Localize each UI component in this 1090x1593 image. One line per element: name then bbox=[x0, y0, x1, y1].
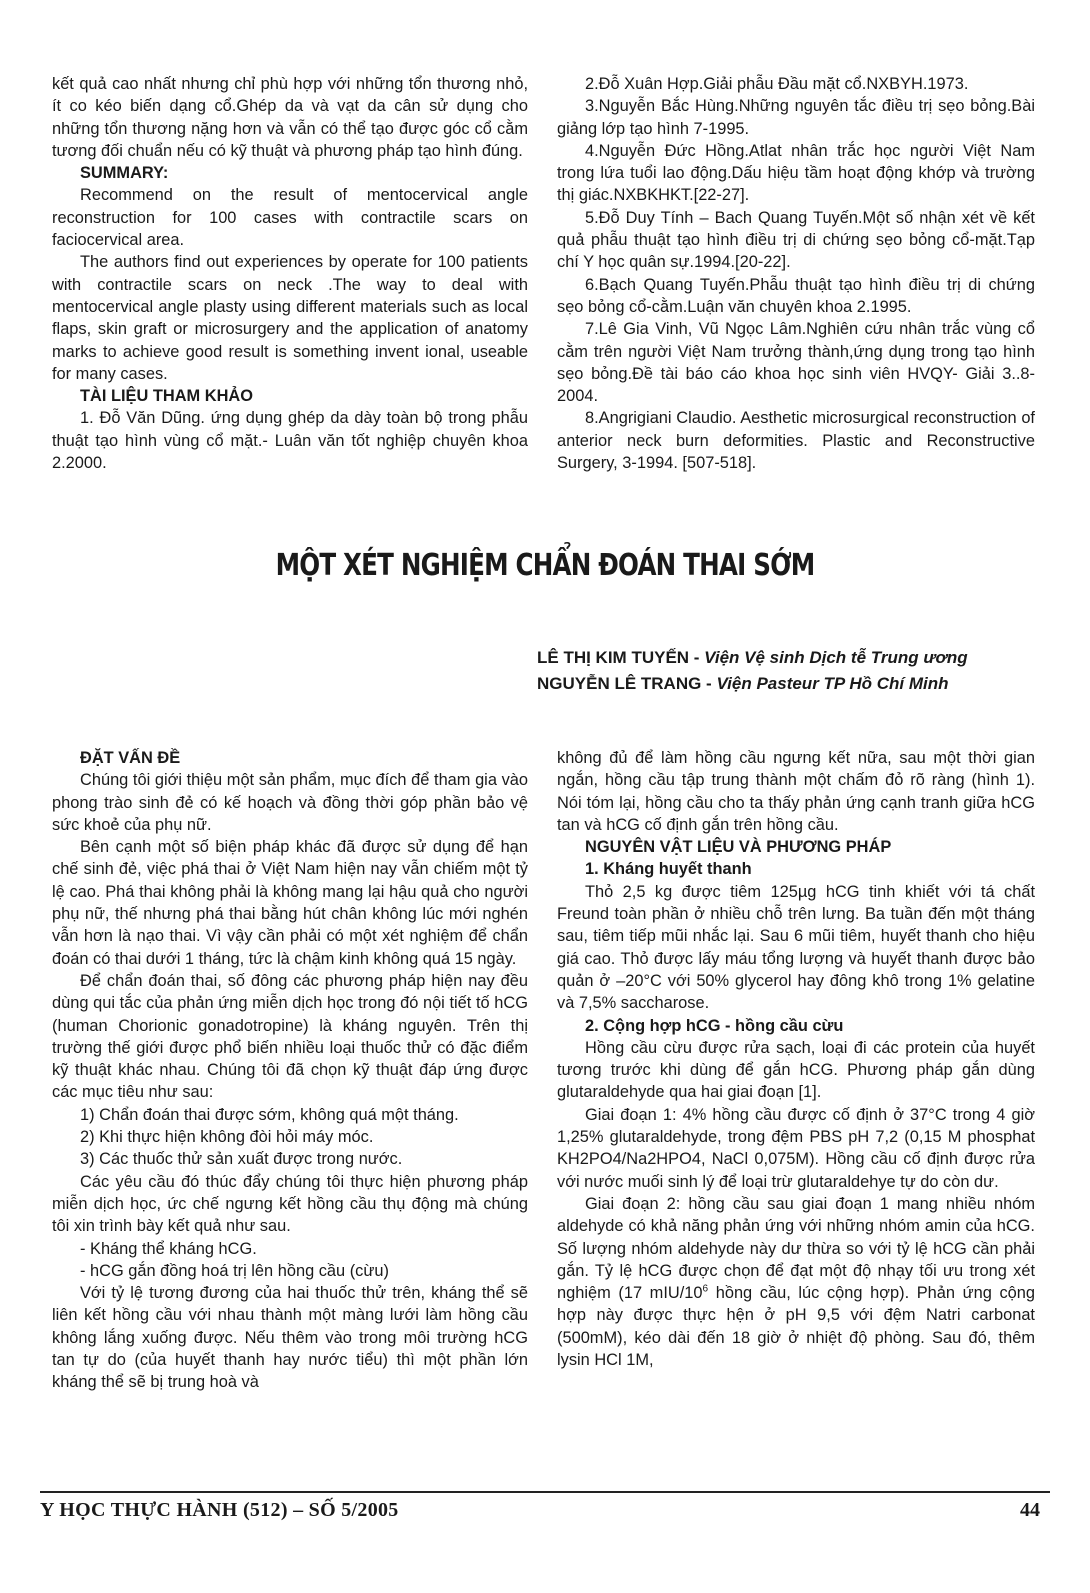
author-name: NGUYỄN LÊ TRANG - bbox=[537, 674, 717, 693]
text-run: hồng cầu, lúc cộng hợp). Phản ứng cộng hợp này được thực hện ở pH 9,5 với đệm Natri carbonat (500mM), kéo dài đến 18 giờ ở nhiệt độ phòng. Sau đó, thêm lysin HCl 1M, bbox=[557, 1284, 1036, 1370]
list-item: 3) Các thuốc thử sản xuất được trong nước. bbox=[80, 1150, 403, 1169]
footer-rule bbox=[40, 1491, 1050, 1493]
body-paragraph: không đủ để làm hồng cầu ngưng kết nữa, sau một thời gian ngắn, hồng cầu tập trung thành một chấm đỏ rõ ràng (hình 1). Nói tóm lại, hồng cầu cho ta thấy phản ứng cạnh tranh giữa hCG tan và hCG cố định gắn trên hồng cầu. bbox=[557, 749, 1035, 834]
summary-paragraph-1: Recommend on the result of mentocervical angle reconstruction for 100 cases with contractile scars on faciocervical area. bbox=[52, 186, 528, 250]
body-paragraph: Với tỷ lệ tương đương của hai thuốc thử trên, kháng thể sẽ liên kết hồng cầu với nhau thành một màng lưới làm hồng cầu không lắng xuống được. Nếu thêm vào trong môi trường hCG tan tự do (của huyết thanh hay nước tiểu) thì một phần lớn kháng thể sẽ bị trung hoà và bbox=[52, 1284, 528, 1392]
reference-7: 7.Lê Gia Vinh, Vũ Ngọc Lâm.Nghiên cứu nhân trắc vùng cổ cằm trên người Việt Nam trưởng thành,ứng dụng trong tạo hình sẹo bỏng.Đề tài báo cáo khoa học sinh viên HVQY- Giải 3..8-2004. bbox=[557, 320, 1035, 406]
reference-2: 2.Đỗ Xuân Hợp.Giải phẫu Đầu mặt cổ.NXBYH.1973. bbox=[585, 75, 969, 93]
list-item: - Kháng thể kháng hCG. bbox=[80, 1239, 257, 1258]
body-paragraph bbox=[557, 1193, 1035, 1371]
top-left-column bbox=[52, 73, 528, 474]
journal-footer: Y HỌC THỰC HÀNH (512) – SỐ 5/2005 bbox=[40, 1499, 399, 1521]
summary-heading: SUMMARY: bbox=[80, 164, 169, 183]
body-paragraph: Thỏ 2,5 kg được tiêm 125µg hCG tinh khiết với tá chất Freund toàn phần ở nhiều chỗ trên lưng. Ba tuần đến một tháng sau, tiêm tiếp mũi nhắc lại. Sau 6 mũi tiêm, huyết thanh cho hiệu giá cao. Thỏ được lấy máu tổng lượng và huyết thanh được bảo quản ở –20°C với 50% glycerol hay đông khô trong 1% gelatine và 7,5% saccharose. bbox=[557, 882, 1035, 1013]
body-paragraph: Chúng tôi giới thiệu một sản phẩm, mục đích để tham gia vào phong trào sinh đẻ có kế hoạch và đồng thời góp phần bảo vệ sức khoẻ của phụ nữ. bbox=[52, 771, 528, 834]
subsection-heading-conjugate: 2. Cộng hợp hCG - hồng cầu cừu bbox=[585, 1016, 844, 1035]
body-paragraph: Giai đoạn 1: 4% hồng cầu được cố định ở 37°C trong 4 giờ 1,25% glutaraldehyde, trong đệm PBS pH 7,2 (0,15 M phosphat KH2PO4/Na2HPO4, NaCl 0,075M). Hồng cầu cố định được rửa với nước muối sinh lý để loại trừ glutaraldehye tự do còn dư. bbox=[557, 1105, 1035, 1191]
article-title: MỘT XÉT NGHIỆM CHẨN ĐOÁN THAI SỚM bbox=[275, 548, 815, 583]
conclusion-paragraph: kết quả cao nhất nhưng chỉ phù hợp với những tổn thương nhỏ, ít co kéo biến dạng cổ.Ghép da và vạt da cân sử dụng cho những tổn thương nặng hơn và vẫn có thể tạo được góc cổ cằm tương đối chuẩn nếu có kỹ thuật và phương pháp tạo hình đúng. bbox=[52, 75, 528, 160]
section-heading-methods: NGUYÊN VẬT LIỆU VÀ PHƯƠNG PHÁP bbox=[585, 838, 892, 857]
body-paragraph: Hồng cầu cừu được rửa sạch, loại đi các protein của huyết tương trước khi dùng để gắn hCG. Phương pháp gắn dùng glutaraldehyde qua hai giai đoạn [1]. bbox=[557, 1038, 1035, 1102]
body-paragraph: Bên cạnh một số biện pháp khác đã được sử dụng để hạn chế sinh đẻ, việc phá thai ở Việt Nam hiện nay vẫn chiếm một tỷ lệ cao. Phá thai không phải là không mang lại hậu quả cho người phụ nữ, thế nhưng phá thai bằng hút chân không lúc mới nghén vẫn hơn là nạo thai. Vì vậy cần phải có một xét nghiệm để chẩn đoán có thai dưới 1 tháng, tức là chậm kinh không quá 15 ngày. bbox=[52, 838, 528, 968]
author-name: LÊ THỊ KIM TUYẾN - bbox=[537, 648, 705, 667]
superscript: 6 bbox=[702, 1283, 709, 1295]
list-item: - hCG gắn đồng hoá trị lên hồng cầu (cừu) bbox=[80, 1261, 389, 1280]
reference-4: 4.Nguyễn Đức Hồng.Atlat nhân trắc học người Việt Nam trong lứa tuổi lao động.Dấu hiệu tầm hoạt động khớp và trường thị giác.NXBKHKT.[22-27]. bbox=[557, 141, 1035, 205]
summary-paragraph-2: The authors find out experiences by operate for 100 patients with contractile scars on neck .The way to deal with mentocervical angle plasty using different materials such as local flaps, skin graft or microsurgery and the application of anatomy marks to achieve good result is something invent ional, useable for many cases. bbox=[52, 253, 528, 383]
author-line bbox=[537, 648, 968, 668]
list-item: 1) Chẩn đoán thai được sớm, không quá một tháng. bbox=[80, 1105, 459, 1124]
body-paragraph: Để chẩn đoán thai, số đông các phương pháp hiện nay đều dùng qui tắc của phản ứng miễn dịch học trong đó nội tiết tố hCG (human Chorionic gonadotropine) là kháng nguyên. Trên thị trường thế giới được phổ biến nhiều loại thuốc thử có đặc điểm kỹ thuật khác nhau. Chúng tôi đã chọn kỹ thuật đáp ứng được các mục tiêu như sau: bbox=[52, 971, 528, 1102]
reference-3: 3.Nguyễn Bắc Hùng.Những nguyên tắc điều trị sẹo bỏng.Bài giảng lớp tạo hình 7-1995. bbox=[557, 97, 1035, 138]
body-paragraph: Các yêu cầu đó thúc đẩy chúng tôi thực hiện phương pháp miễn dịch học, ức chế ngưng kết hồng cầu thụ động mà chúng tôi xin trình bày kết quả như sau. bbox=[52, 1172, 528, 1236]
subsection-heading-antiserum: 1. Kháng huyết thanh bbox=[585, 860, 752, 879]
reference-1: 1. Đỗ Văn Dũng. ứng dụng ghép da dày toàn bộ trong phẫu thuật tạo hình vùng cổ mặt.- Luân văn tốt nghiệp chuyên khoa 2.2000. bbox=[52, 409, 528, 473]
text-run: Giai đoạn 2: hồng cầu sau giai đoạn 1 mang nhiều nhóm aldehyde có khả năng phản ứng với những nhóm amin của hCG. Số lượng nhóm aldehyde này dư thừa so với tỷ lệ hCG cần phải gắn. Tỷ lệ hCG được chọn để đạt một độ nhạy tối ưu trong xét nghiệm (17 mIU/10 bbox=[557, 1194, 1035, 1303]
reference-5: 5.Đỗ Duy Tính – Bach Quang Tuyến.Một số nhận xét về kết quả phẫu thuật tạo hình điều trị di chứng sẹo bỏng cổ-mặt.Tạp chí Y học quân sự.1994.[20-22]. bbox=[557, 208, 1035, 272]
top-right-column bbox=[557, 73, 1035, 474]
list-item: 2) Khi thực hiện không đòi hỏi máy móc. bbox=[80, 1128, 374, 1147]
bottom-right-column bbox=[557, 747, 1035, 1371]
references-heading: TÀI LIỆU THAM KHẢO bbox=[80, 387, 253, 406]
bottom-left-column bbox=[52, 747, 528, 1394]
reference-6: 6.Bạch Quang Tuyến.Phẫu thuật tạo hình điều trị di chứng sẹo bỏng cổ-cằm.Luận văn chuyên khoa 2.1995. bbox=[557, 275, 1035, 316]
section-heading-introduction: ĐẶT VẤN ĐỀ bbox=[80, 749, 181, 767]
author-affiliation: Viện Pasteur TP Hồ Chí Minh bbox=[716, 674, 949, 693]
author-affiliation: Viện Vệ sinh Dịch tễ Trung ương bbox=[704, 648, 968, 667]
page-number: 44 bbox=[1020, 1499, 1040, 1521]
reference-8: 8.Angrigiani Claudio. Aesthetic microsurgical reconstruction of anterior neck burn deformities. Plastic and Reconstructive Surgery, 3-1994. [507-518]. bbox=[557, 409, 1035, 473]
author-line bbox=[537, 674, 949, 694]
